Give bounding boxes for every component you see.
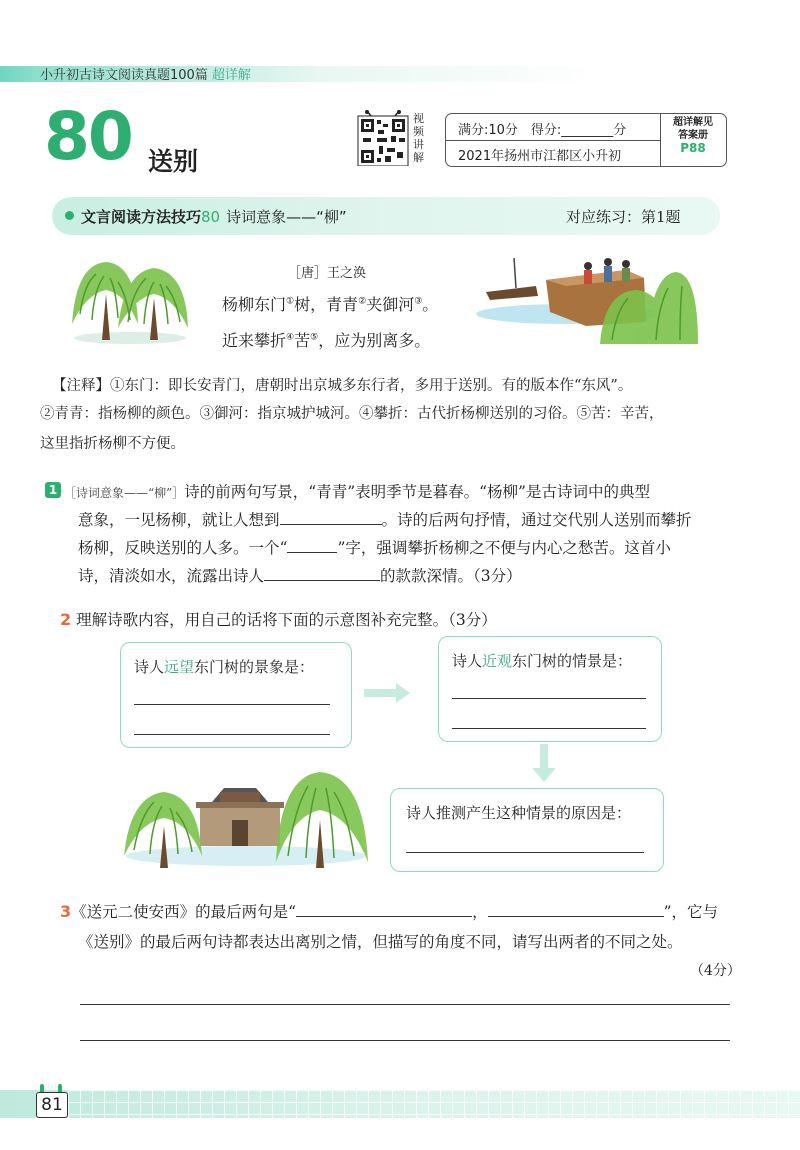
answer-blank-2[interactable] xyxy=(287,538,337,553)
note-line-1: 【注释】①东门：即长安青门，唐朝时出京城多东行者，多用于送别。有的版本作“东风”。 xyxy=(52,378,633,394)
answer-reference: 超详解见 答案册 P88 xyxy=(673,117,713,155)
bullet-icon xyxy=(65,211,74,220)
lesson-number: 80 xyxy=(44,98,132,175)
answer-line[interactable] xyxy=(406,852,644,853)
poem-line-2: 近来攀折④苦⑤，应为别离多。 xyxy=(222,331,431,350)
flow-box-near-label: 诗人近观东门树的情景是： xyxy=(452,652,633,670)
answer-blank-4[interactable] xyxy=(296,902,472,917)
arrow-down-icon xyxy=(530,742,558,784)
question-3-score: （4分） xyxy=(690,963,741,979)
poem-line-1: 杨柳东门①树，青青②夹御河③。 xyxy=(222,295,439,314)
question-1-badge: 1 xyxy=(45,482,61,498)
answer-blank-1[interactable] xyxy=(280,510,382,525)
answer-line[interactable] xyxy=(80,1004,730,1005)
note-line-2: ②青青：指杨柳的颜色。③御河：指京城护城河。④攀折：古代折杨柳送别的习俗。⑤苦：辛苦， xyxy=(40,406,664,422)
page-number: 81 xyxy=(36,1092,68,1118)
question-1-line-2: 意象，一见杨柳，就让人想到 。诗的后两句抒情，通过交代别人送别而攀折 xyxy=(78,511,692,529)
answer-line[interactable] xyxy=(134,734,330,735)
book-title: 小升初古诗文阅读真题100篇 超详解 xyxy=(40,68,251,83)
question-3-line-1: 3《送元二使安西》的最后两句是“ ， ”，它与 xyxy=(60,902,719,921)
exam-source: 2021年扬州市江都区小升初 xyxy=(458,149,622,164)
book-highlight: 超详解 xyxy=(211,68,251,83)
arrow-right-icon xyxy=(362,682,412,704)
score-total: 满分:10分 得分:________分 xyxy=(458,123,627,138)
answer-blank-3[interactable] xyxy=(264,566,380,581)
question-3-line-2: 《送别》的最后两句诗都表达出离别之情，但描写的角度不同，请写出两者的不同之处。 xyxy=(78,933,683,951)
lesson-title: 送别 xyxy=(148,147,199,176)
answer-line[interactable] xyxy=(452,728,646,729)
note-line-3: 这里指折杨柳不方便。 xyxy=(40,436,185,452)
willow-illustration xyxy=(66,254,194,346)
question-2: 2 理解诗歌内容，用自己的话将下面的示意图补充完整。（3分） xyxy=(60,610,497,629)
flow-box-reason-label: 诗人推测产生这种情景的原因是： xyxy=(406,804,632,822)
footer-grid xyxy=(68,1090,800,1118)
question-1-line-3: 杨柳，反映送别的人多。一个“ ”字，强调攀折杨柳之不便与内心之愁苦。这首小 xyxy=(78,539,671,557)
answer-line[interactable] xyxy=(80,1040,730,1041)
method-title: 文言阅读方法技巧80 诗词意象——“柳” xyxy=(81,208,347,226)
qr-label: 视频讲解 xyxy=(413,112,424,164)
practice-ref: 对应练习：第1题 xyxy=(566,208,681,226)
question-1-line-4: 诗，清淡如水，流露出诗人 的款款深情。（3分） xyxy=(78,567,522,585)
flow-box-reason xyxy=(390,788,664,872)
city-gate-willow-illustration xyxy=(120,766,372,870)
poem-author: ［唐］王之涣 xyxy=(288,266,367,281)
answer-line[interactable] xyxy=(134,704,330,705)
answer-blank-5[interactable] xyxy=(488,902,664,917)
question-1-line-1: ［诗词意象——“柳”］诗的前两句写景，“青青”表明季节是暮春。“杨柳”是古诗词中的典型 xyxy=(64,483,650,501)
qr-code-icon[interactable] xyxy=(357,110,409,166)
farewell-scene-illustration xyxy=(476,252,700,346)
answer-line[interactable] xyxy=(452,698,646,699)
flow-box-far-label: 诗人远望东门树的景象是： xyxy=(134,658,315,676)
